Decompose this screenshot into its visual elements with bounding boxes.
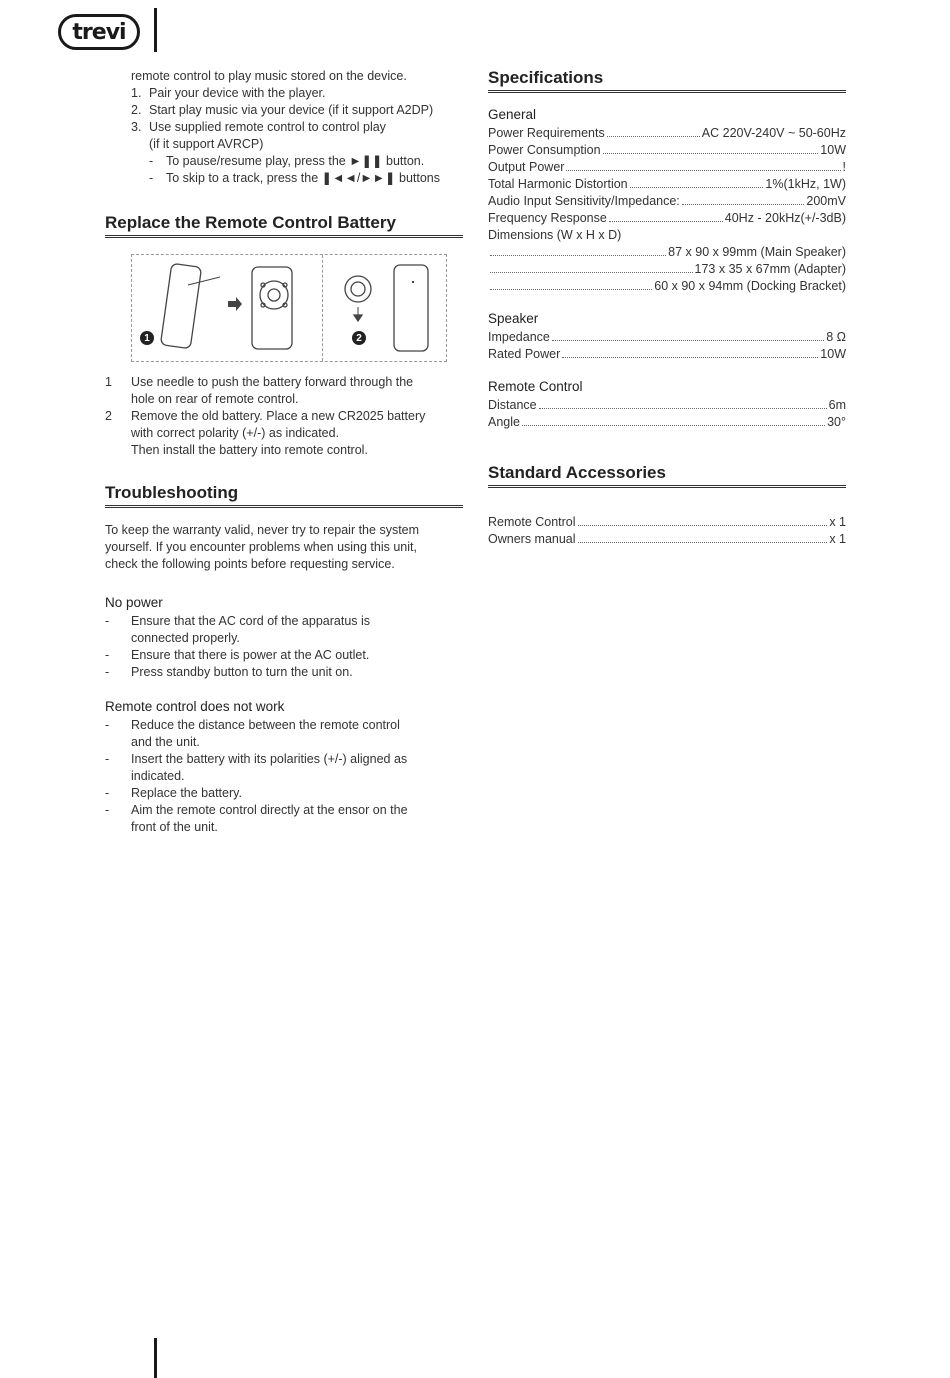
spec-value: 8 Ω (826, 330, 846, 344)
spec-label: Angle (488, 415, 520, 429)
item-line: connected properly. (131, 631, 240, 645)
spec-row (488, 210, 846, 227)
dash: - (105, 718, 110, 732)
header-divider (154, 8, 157, 52)
battery-icon (345, 276, 371, 321)
trevi-logo (58, 14, 140, 50)
accessory-qty: x 1 (829, 515, 846, 529)
speaker-title: Speaker (488, 311, 539, 326)
battery-step-line: Remove the old battery. Place a new CR2025 battery (131, 409, 426, 423)
item-line: and the unit. (131, 735, 200, 749)
dash: - (105, 752, 110, 766)
battery-step-number: 1 (105, 375, 112, 389)
footer-divider (154, 1338, 157, 1378)
spec-label: Power Consumption (488, 143, 601, 157)
battery-illustration (132, 255, 448, 363)
intro-text: remote control to play music stored on the device. (131, 69, 407, 83)
remote-back-icon (252, 267, 292, 349)
spec-row (488, 414, 846, 431)
accessory-label: Owners manual (488, 532, 576, 546)
spec-row (488, 329, 846, 346)
sub-step-text: To skip to a track, press the ❚◄◄/►►❚ buttons (166, 171, 441, 185)
spec-value: 10W (820, 347, 846, 361)
dash: - (105, 665, 110, 679)
remote-front-icon (394, 265, 428, 351)
left-column (105, 68, 463, 836)
remote-trouble-title: Remote control does not work (105, 699, 285, 714)
spec-row (488, 397, 846, 414)
spec-label: Distance (488, 398, 537, 412)
spec-label: Frequency Response (488, 211, 607, 225)
spec-row (488, 159, 846, 176)
accessory-qty: x 1 (829, 532, 846, 546)
spec-value: 6m (828, 398, 846, 412)
remote-item (105, 802, 463, 836)
remote-item (105, 785, 463, 802)
item-line: Press standby button to turn the unit on. (131, 665, 353, 679)
spec-row (488, 125, 846, 142)
item-line: Insert the battery with its polarities (+/-) aligned as (131, 752, 408, 766)
battery-step (105, 408, 463, 459)
troubleshooting-intro (105, 522, 463, 573)
no-power-title: No power (105, 595, 163, 610)
spec-value: 10W (820, 143, 846, 157)
sub-step (149, 170, 463, 187)
step-text: Start play music via your device (if it support A2DP) (149, 103, 434, 117)
item-line: front of the unit. (131, 820, 218, 834)
accessory-row (488, 531, 846, 548)
no-power-item (105, 664, 463, 681)
spec-row (488, 142, 846, 159)
spec-value: 173 x 35 x 67mm (Adapter) (694, 262, 846, 276)
dash: - (149, 171, 154, 185)
intro-line: yourself. If you encounter problems when using this unit, (105, 540, 417, 554)
spec-label: Audio Input Sensitivity/Impedance: (488, 194, 680, 208)
intro-line: To keep the warranty valid, never try to repair the system (105, 523, 420, 537)
spec-value: AC 220V-240V ~ 50-60Hz (701, 126, 846, 140)
spec-label: Rated Power (488, 347, 561, 361)
battery-step-line: with correct polarity (+/-) as indicated. (131, 426, 340, 440)
dimension-row (488, 278, 846, 295)
accessory-row (488, 514, 846, 531)
dash: - (105, 786, 110, 800)
troubleshooting-title: Troubleshooting (105, 483, 463, 508)
spec-label: Power Requirements (488, 126, 605, 140)
step-number: 2. (131, 103, 142, 117)
spec-label: Total Harmonic Distortion (488, 177, 628, 191)
dash: - (105, 648, 110, 662)
step-number: 3. (131, 120, 142, 134)
step-item (131, 102, 463, 119)
remote-item (105, 751, 463, 785)
no-power-item (105, 613, 463, 647)
battery-section-title: Replace the Remote Control Battery (105, 213, 463, 238)
spec-value: 60 x 90 x 94mm (Docking Bracket) (654, 279, 846, 293)
step-text: Use supplied remote control to control play (149, 120, 386, 134)
battery-figure (131, 254, 447, 362)
spec-value: 200mV (806, 194, 846, 208)
item-line: Replace the battery. (131, 786, 242, 800)
spec-value: 1%(1kHz, 1W) (765, 177, 846, 191)
spec-label: Output Power (488, 160, 565, 174)
spec-value: 40Hz - 20kHz(+/-3dB) (724, 211, 846, 225)
step-number: 1. (131, 86, 142, 100)
battery-step (105, 374, 463, 408)
general-title: General (488, 107, 537, 122)
no-power-item (105, 647, 463, 664)
battery-step-line: Use needle to push the battery forward through the (131, 375, 414, 389)
remote-control-icon (160, 263, 220, 348)
step-item (131, 85, 463, 102)
dash: - (105, 614, 110, 628)
dimensions-label: Dimensions (W x H x D) (488, 228, 622, 242)
logo-text: trevi (72, 19, 126, 45)
accessories-title: Standard Accessories (488, 463, 846, 488)
sub-step-text: To pause/resume play, press the ►❚❚ button. (166, 154, 425, 168)
spec-label: Impedance (488, 330, 550, 344)
arrow-right-icon (228, 297, 242, 311)
step-text: Pair your device with the player. (149, 86, 326, 100)
dash: - (105, 803, 110, 817)
spec-value: ! (842, 160, 846, 174)
figure-divider (322, 255, 323, 361)
dash: - (149, 154, 154, 168)
item-line: indicated. (131, 769, 185, 783)
intro-line: check the following points before requesting service. (105, 557, 395, 571)
item-line: Ensure that there is power at the AC outlet. (131, 648, 370, 662)
spec-row (488, 176, 846, 193)
spec-row (488, 193, 846, 210)
figure-step-badge: 2 (352, 331, 366, 345)
remote-item (105, 717, 463, 751)
spec-row (488, 346, 846, 363)
accessory-label: Remote Control (488, 515, 576, 529)
battery-step-line: Then install the battery into remote control. (131, 443, 368, 457)
step-item (131, 119, 463, 136)
item-line: Ensure that the AC cord of the apparatus is (131, 614, 371, 628)
specifications-title: Specifications (488, 68, 846, 93)
dimension-row (488, 244, 846, 261)
battery-step-number: 2 (105, 409, 112, 423)
spec-value: 30° (827, 415, 846, 429)
right-column (488, 68, 846, 548)
step-continuation: (if it support AVRCP) (149, 137, 264, 151)
spec-value: 87 x 90 x 99mm (Main Speaker) (668, 245, 846, 259)
item-line: Reduce the distance between the remote control (131, 718, 400, 732)
figure-step-badge: 1 (140, 331, 154, 345)
sub-step (149, 153, 463, 170)
item-line: Aim the remote control directly at the ensor on the (131, 803, 408, 817)
remote-control-title: Remote Control (488, 379, 583, 394)
dimension-row (488, 261, 846, 278)
battery-step-line: hole on rear of remote control. (131, 392, 299, 406)
